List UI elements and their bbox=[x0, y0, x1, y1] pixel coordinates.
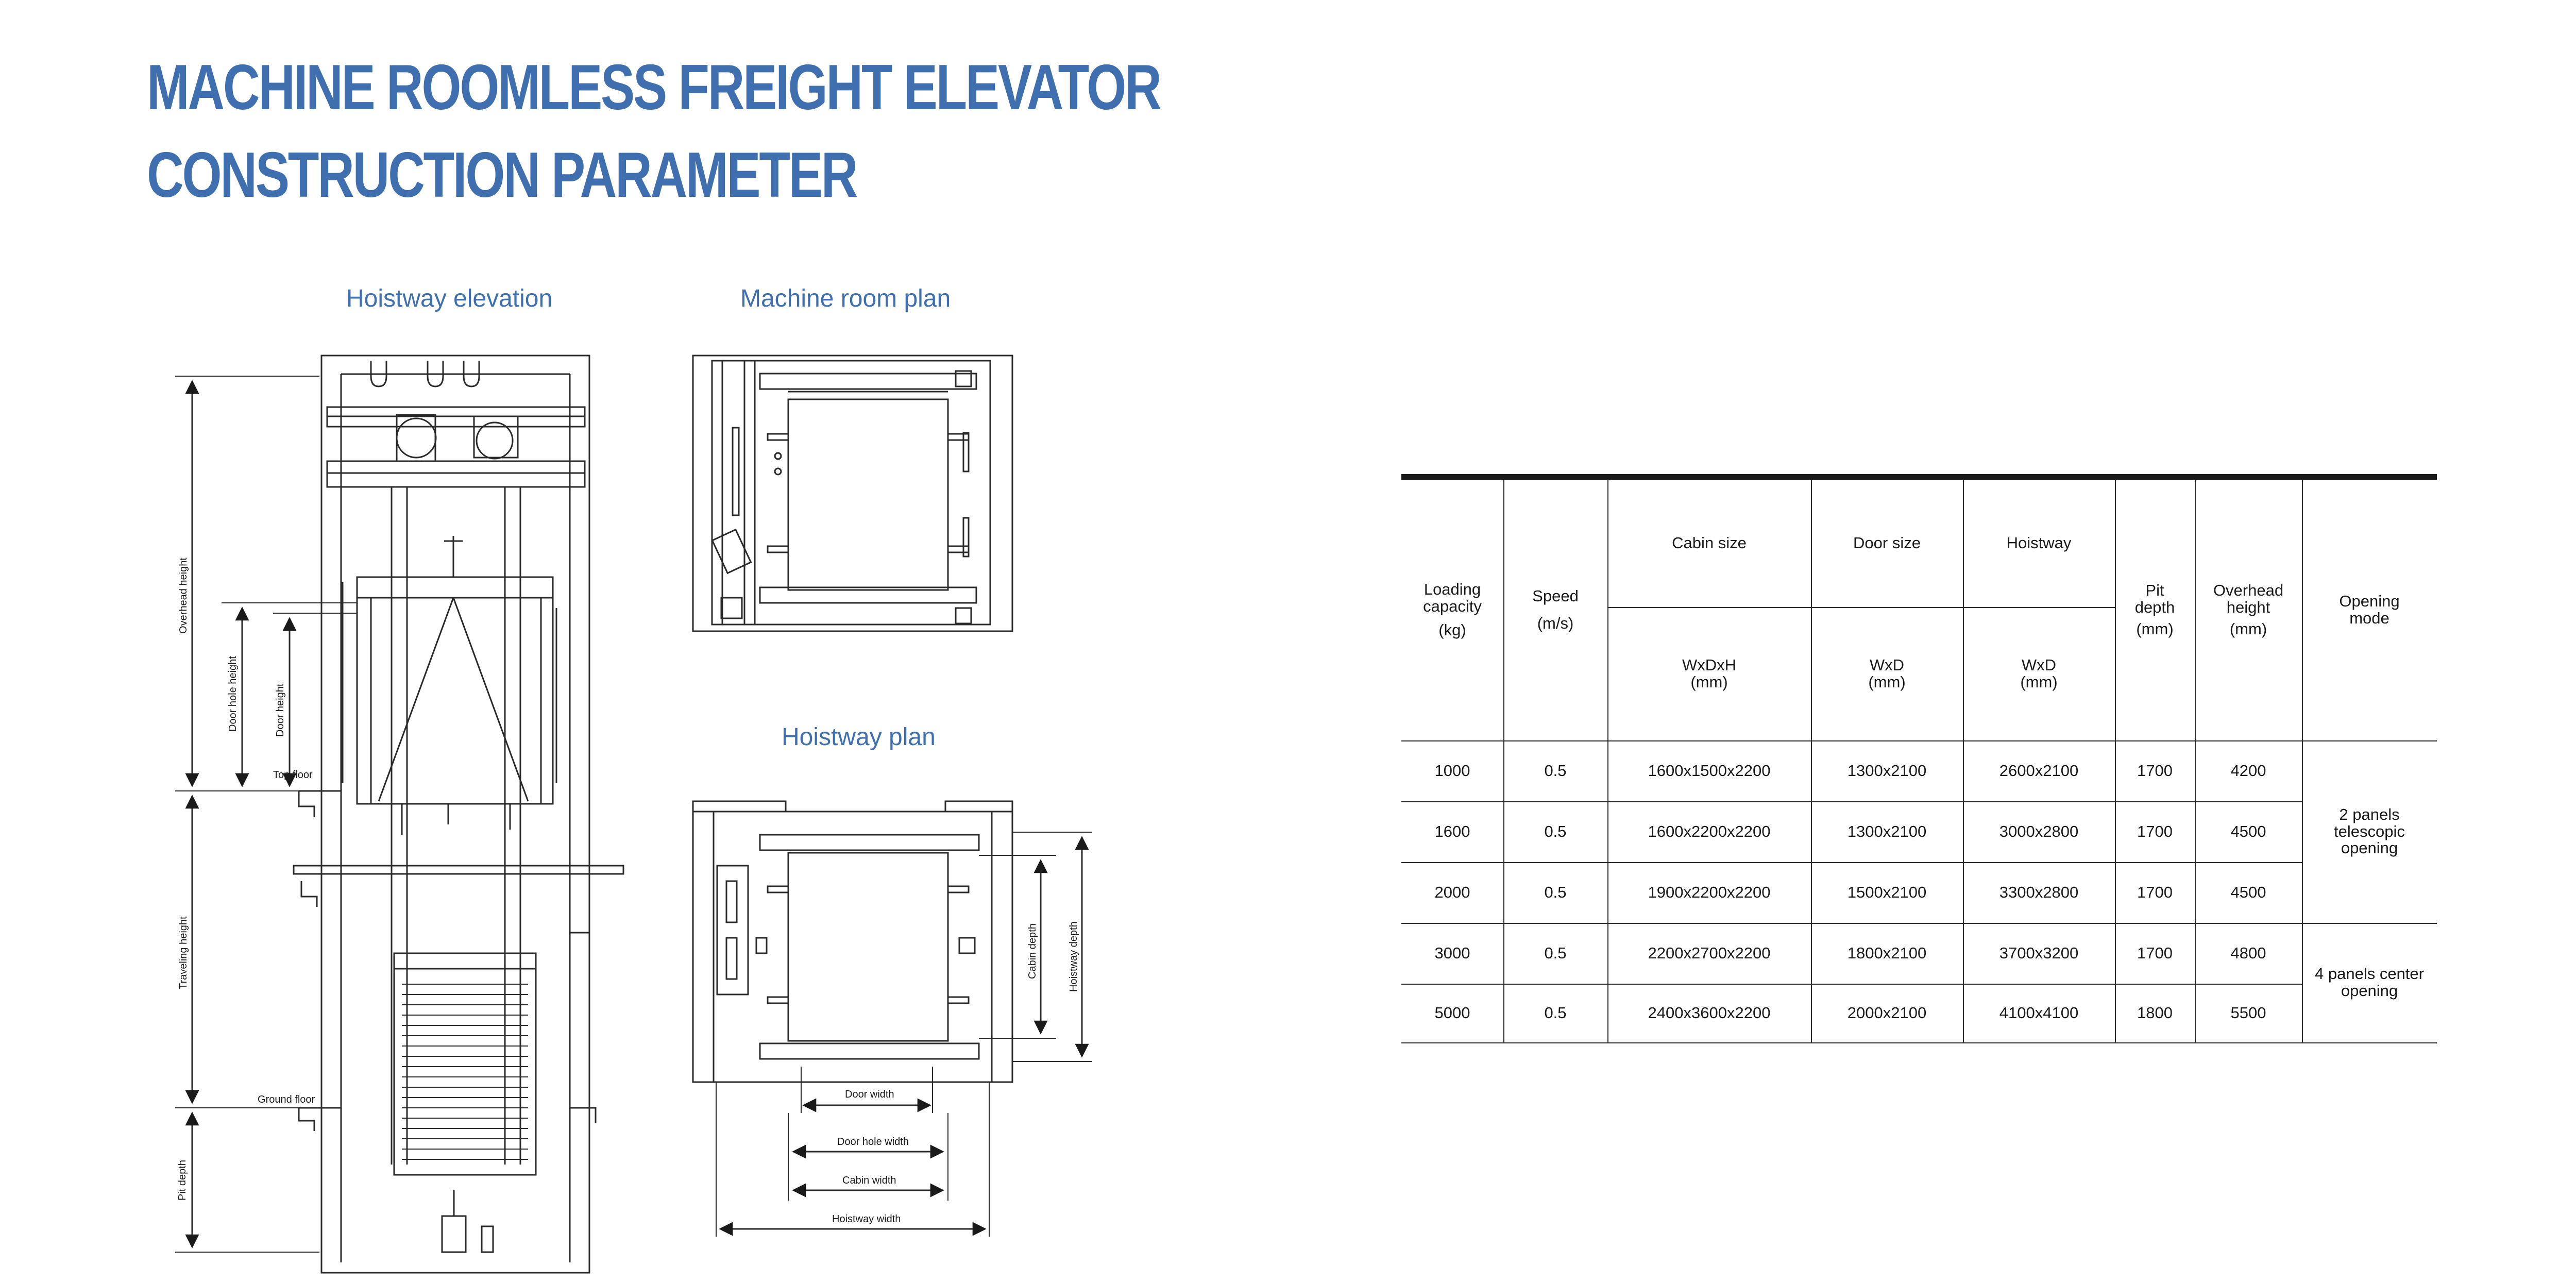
header-text: mode bbox=[2349, 609, 2389, 627]
technical-drawings bbox=[0, 0, 1133, 1282]
header-hoistway-units bbox=[1963, 607, 2115, 740]
opening-mode-text: opening bbox=[2341, 982, 2398, 1000]
table-cell: 4500 bbox=[2230, 883, 2266, 901]
page-title-line-2: CONSTRUCTION PARAMETER bbox=[147, 140, 857, 211]
hoistway-plan-drawing bbox=[693, 801, 1092, 1237]
label-door-height: Door height bbox=[275, 683, 286, 737]
label-cabin-width: Cabin width bbox=[842, 1175, 896, 1186]
header-loading-capacity bbox=[1401, 480, 1503, 740]
table-cell: 1600x2200x2200 bbox=[1648, 822, 1771, 840]
table-cell: 1700 bbox=[2137, 761, 2173, 780]
header-text: Speed bbox=[1532, 587, 1579, 605]
header-text: WxD bbox=[1869, 655, 1905, 674]
table-top-rule bbox=[1401, 474, 2437, 480]
header-door-size: Door size bbox=[1853, 534, 1921, 552]
header-text: capacity bbox=[1423, 597, 1482, 615]
table-cell: 1800x2100 bbox=[1847, 943, 1927, 962]
label-pit-depth-elevation: Pit depth bbox=[177, 1160, 188, 1201]
table-cell: 4100x4100 bbox=[1999, 1003, 2079, 1022]
header-text: (mm) bbox=[2229, 620, 2267, 638]
header-text: (mm) bbox=[2136, 620, 2174, 638]
header-hoistway: Hoistway bbox=[2006, 534, 2072, 552]
table-cell: 5500 bbox=[2230, 1003, 2266, 1022]
machine-room-plan-drawing bbox=[693, 356, 1012, 631]
table-cell: 0.5 bbox=[1544, 761, 1567, 780]
table-cell: 2200x2700x2200 bbox=[1648, 943, 1771, 962]
header-text: (mm) bbox=[2020, 672, 2058, 691]
label-hoistway-depth: Hoistway depth bbox=[1068, 921, 1079, 992]
opening-mode-text: 2 panels telescopic bbox=[2334, 805, 2405, 840]
table-cell: 1500x2100 bbox=[1847, 883, 1927, 901]
table-cell: 4500 bbox=[2230, 822, 2266, 840]
caption-machine-room-plan: Machine room plan bbox=[740, 285, 951, 312]
specification-table bbox=[1401, 474, 2437, 1043]
opening-mode-group-2 bbox=[2302, 923, 2437, 1042]
table-cell: 2600x2100 bbox=[1999, 761, 2079, 780]
header-text: Pit bbox=[2145, 581, 2164, 600]
table-cell: 2400x3600x2200 bbox=[1648, 1003, 1771, 1022]
caption-hoistway-plan: Hoistway plan bbox=[782, 723, 936, 751]
table-cell: 5000 bbox=[1434, 1003, 1470, 1022]
table-cell: 1000 bbox=[1434, 761, 1470, 780]
label-traveling-height: Traveling height bbox=[178, 916, 189, 989]
header-text: depth bbox=[2134, 598, 2175, 616]
table-cell: 1900x2200x2200 bbox=[1648, 883, 1771, 901]
label-hoistway-width: Hoistway width bbox=[832, 1213, 901, 1225]
table-cell: 2000x2100 bbox=[1847, 1003, 1927, 1022]
header-text: WxDxH bbox=[1682, 655, 1737, 674]
label-door-hole-width: Door hole width bbox=[837, 1136, 909, 1148]
header-opening-mode bbox=[2302, 480, 2437, 740]
table-cell: 1600 bbox=[1434, 822, 1470, 840]
table-cell: 3700x3200 bbox=[1999, 943, 2079, 962]
table-cell: 4800 bbox=[2230, 943, 2266, 962]
table-cell: 2000 bbox=[1434, 883, 1470, 901]
label-ground-floor: Ground floor bbox=[258, 1094, 315, 1105]
table-cell: 1800 bbox=[2137, 1003, 2173, 1022]
label-top-floor: Top floor bbox=[273, 769, 313, 781]
opening-mode-text: 4 panels center bbox=[2315, 965, 2424, 983]
header-door-size-units bbox=[1811, 607, 1963, 740]
header-text: (mm) bbox=[1690, 672, 1728, 691]
header-pit-depth bbox=[2115, 480, 2195, 740]
label-cabin-depth: Cabin depth bbox=[1027, 923, 1038, 979]
table-cell: 3300x2800 bbox=[1999, 883, 2079, 901]
header-text: Overhead bbox=[2213, 581, 2284, 600]
label-door-hole-height: Door hole height bbox=[227, 656, 239, 732]
label-overhead-height: Overhead height bbox=[178, 558, 189, 634]
header-cabin-size: Cabin size bbox=[1672, 534, 1747, 552]
table-cell: 3000x2800 bbox=[1999, 822, 2079, 840]
header-text: (m/s) bbox=[1537, 614, 1574, 632]
header-text: (kg) bbox=[1438, 621, 1466, 639]
table-cell: 0.5 bbox=[1544, 822, 1567, 840]
header-text: Opening bbox=[2339, 592, 2400, 611]
header-text: height bbox=[2226, 598, 2270, 616]
table-cell: 1300x2100 bbox=[1847, 822, 1927, 840]
table-cell: 0.5 bbox=[1544, 1003, 1567, 1022]
table-cell: 3000 bbox=[1434, 943, 1470, 962]
header-cabin-size-units bbox=[1607, 607, 1811, 740]
table-cell: 1700 bbox=[2137, 822, 2173, 840]
table-cell: 1700 bbox=[2137, 943, 2173, 962]
header-text: (mm) bbox=[1868, 672, 1906, 691]
header-overhead-height bbox=[2195, 480, 2302, 740]
label-door-width: Door width bbox=[845, 1089, 894, 1100]
table-cell: 4200 bbox=[2230, 761, 2266, 780]
opening-mode-text: opening bbox=[2341, 839, 2398, 857]
header-text: Loading bbox=[1423, 580, 1481, 599]
opening-mode-group-1 bbox=[2302, 740, 2437, 923]
header-text: WxD bbox=[2021, 655, 2057, 674]
table-cell: 0.5 bbox=[1544, 883, 1567, 901]
page-title-line-1: MACHINE ROOMLESS FREIGHT ELEVATOR bbox=[147, 52, 1160, 123]
hoistway-elevation-drawing bbox=[175, 356, 623, 1273]
row-divider bbox=[1401, 1042, 2437, 1043]
caption-hoistway-elevation: Hoistway elevation bbox=[346, 285, 553, 312]
table-cell: 1600x1500x2200 bbox=[1648, 761, 1771, 780]
header-speed bbox=[1503, 480, 1607, 740]
table-cell: 0.5 bbox=[1544, 943, 1567, 962]
table-cell: 1700 bbox=[2137, 883, 2173, 901]
table-cell: 1300x2100 bbox=[1847, 761, 1927, 780]
